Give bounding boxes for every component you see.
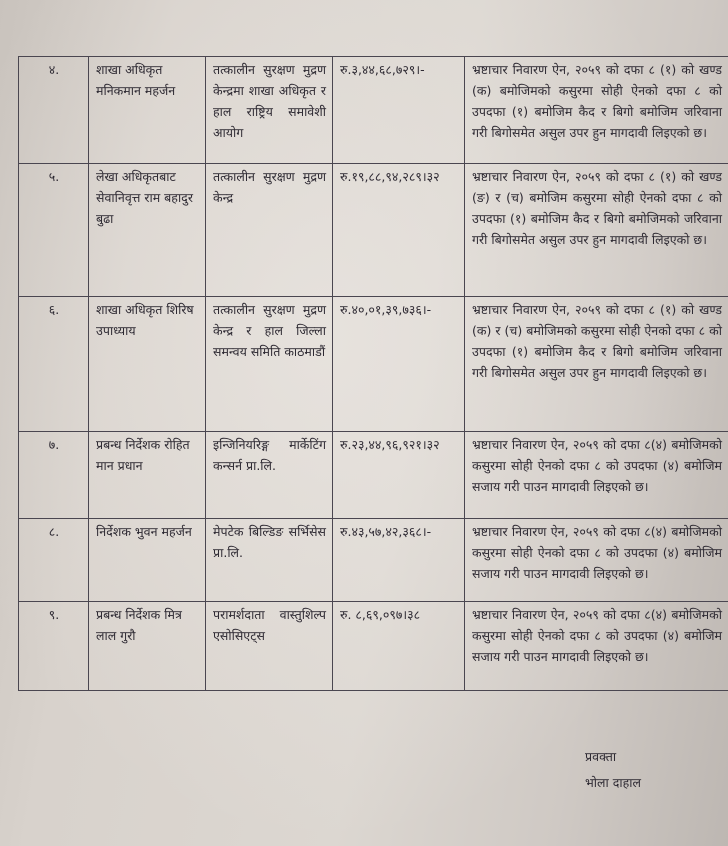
claim-amount: रु.१९,८८,९४,२८९।३२ — [333, 164, 465, 297]
claim-amount: रु.४३,५७,४२,३६८।- — [333, 519, 465, 602]
claim-amount: रु.४०,०१,३९,७३६।- — [333, 297, 465, 432]
table-row — [19, 57, 728, 164]
defendant-name: शाखा अधिकृत शिरिष उपाध्याय — [89, 297, 206, 432]
charge-description: भ्रष्टाचार निवारण ऐन, २०५९ को दफा ८ (१) को खण्ड (क) र (च) बमोजिमको कसुरमा सोही ऐनको दफा ८ को उपदफा (१) बमोजिम कैद र बिगो बमोजिम जरिवाना गरी बिगोसमेत असुल उपर हुन मागदावी लिइएको छ। — [465, 297, 728, 432]
organization: तत्कालीन सुरक्षण मुद्रण केन्द्र — [206, 164, 333, 297]
case-table — [18, 56, 728, 691]
serial-number: ८. — [19, 519, 89, 602]
organization: तत्कालीन सुरक्षण मुद्रण केन्द्रमा शाखा अधिकृत र हाल राष्ट्रिय समावेशी आयोग — [206, 57, 333, 164]
signature-block — [585, 744, 641, 796]
organization: मेपटेक बिल्डिङ सर्भिसेस प्रा.लि. — [206, 519, 333, 602]
table-row — [19, 297, 728, 432]
organization: परामर्शदाता वास्तुशिल्प एसोसिएट्स — [206, 602, 333, 691]
spokesperson-name: भोला दाहाल — [585, 775, 641, 790]
table-row — [19, 164, 728, 297]
claim-amount: रु. ८,६९,०९७।३८ — [333, 602, 465, 691]
claim-amount: रु.३,४४,६८,७२९।- — [333, 57, 465, 164]
organization: तत्कालीन सुरक्षण मुद्रण केन्द्र र हाल जिल्ला समन्वय समिति काठमाडौं — [206, 297, 333, 432]
charge-description: भ्रष्टाचार निवारण ऐन, २०५९ को दफा ८ (१) को खण्ड (क) बमोजिमको कसुरमा सोही ऐनको दफा ८ को उपदफा (१) बमोजिम कैद र बिगो बमोजिम जरिवाना गरी बिगोसमेत असुल उपर हुन मागदावी लिइएको छ। — [465, 57, 728, 164]
defendant-name: प्रबन्ध निर्देशक रोहित मान प्रधान — [89, 432, 206, 519]
serial-number: ६. — [19, 297, 89, 432]
defendant-name: निर्देशक भुवन महर्जन — [89, 519, 206, 602]
defendant-name: प्रबन्ध निर्देशक मित्र लाल गुरौ — [89, 602, 206, 691]
table-row — [19, 519, 728, 602]
claim-amount: रु.२३,४४,९६,९२१।३२ — [333, 432, 465, 519]
table-row — [19, 602, 728, 691]
spokesperson-title: प्रवक्ता — [585, 749, 617, 764]
table-row — [19, 432, 728, 519]
serial-number: ४. — [19, 57, 89, 164]
charge-description: भ्रष्टाचार निवारण ऐन, २०५९ को दफा ८(४) बमोजिमको कसुरमा सोही ऐनको दफा ८ को उपदफा (४) बमोजिम सजाय गरी पाउन मागदावी लिइएको छ। — [465, 519, 728, 602]
defendant-name: लेखा अधिकृतबाट सेवानिवृत्त राम बहादुर बुढा — [89, 164, 206, 297]
serial-number: ७. — [19, 432, 89, 519]
defendant-name: शाखा अधिकृत मनिकमान महर्जन — [89, 57, 206, 164]
charge-description: भ्रष्टाचार निवारण ऐन, २०५९ को दफा ८ (१) को खण्ड (ङ) र (च) बमोजिम कसुरमा सोही ऐनको दफा ८ को उपदफा (१) बमोजिम कैद र बिगो बमोजिमको जरिवाना गरी बिगोसमेत असुल उपर हुन मागदावी लिइएको छ। — [465, 164, 728, 297]
charge-description: भ्रष्टाचार निवारण ऐन, २०५९ को दफा ८(४) बमोजिमको कसुरमा सोही ऐनको दफा ८ को उपदफा (४) बमोजिम सजाय गरी पाउन मागदावी लिइएको छ। — [465, 432, 728, 519]
organization: इन्जिनियरिङ्ग मार्केटिंग कन्सर्न प्रा.लि. — [206, 432, 333, 519]
charge-description: भ्रष्टाचार निवारण ऐन, २०५९ को दफा ८(४) बमोजिमको कसुरमा सोही ऐनको दफा ८ को उपदफा (४) बमोजिम सजाय गरी पाउन मागदावी लिइएको छ। — [465, 602, 728, 691]
serial-number: ९. — [19, 602, 89, 691]
serial-number: ५. — [19, 164, 89, 297]
